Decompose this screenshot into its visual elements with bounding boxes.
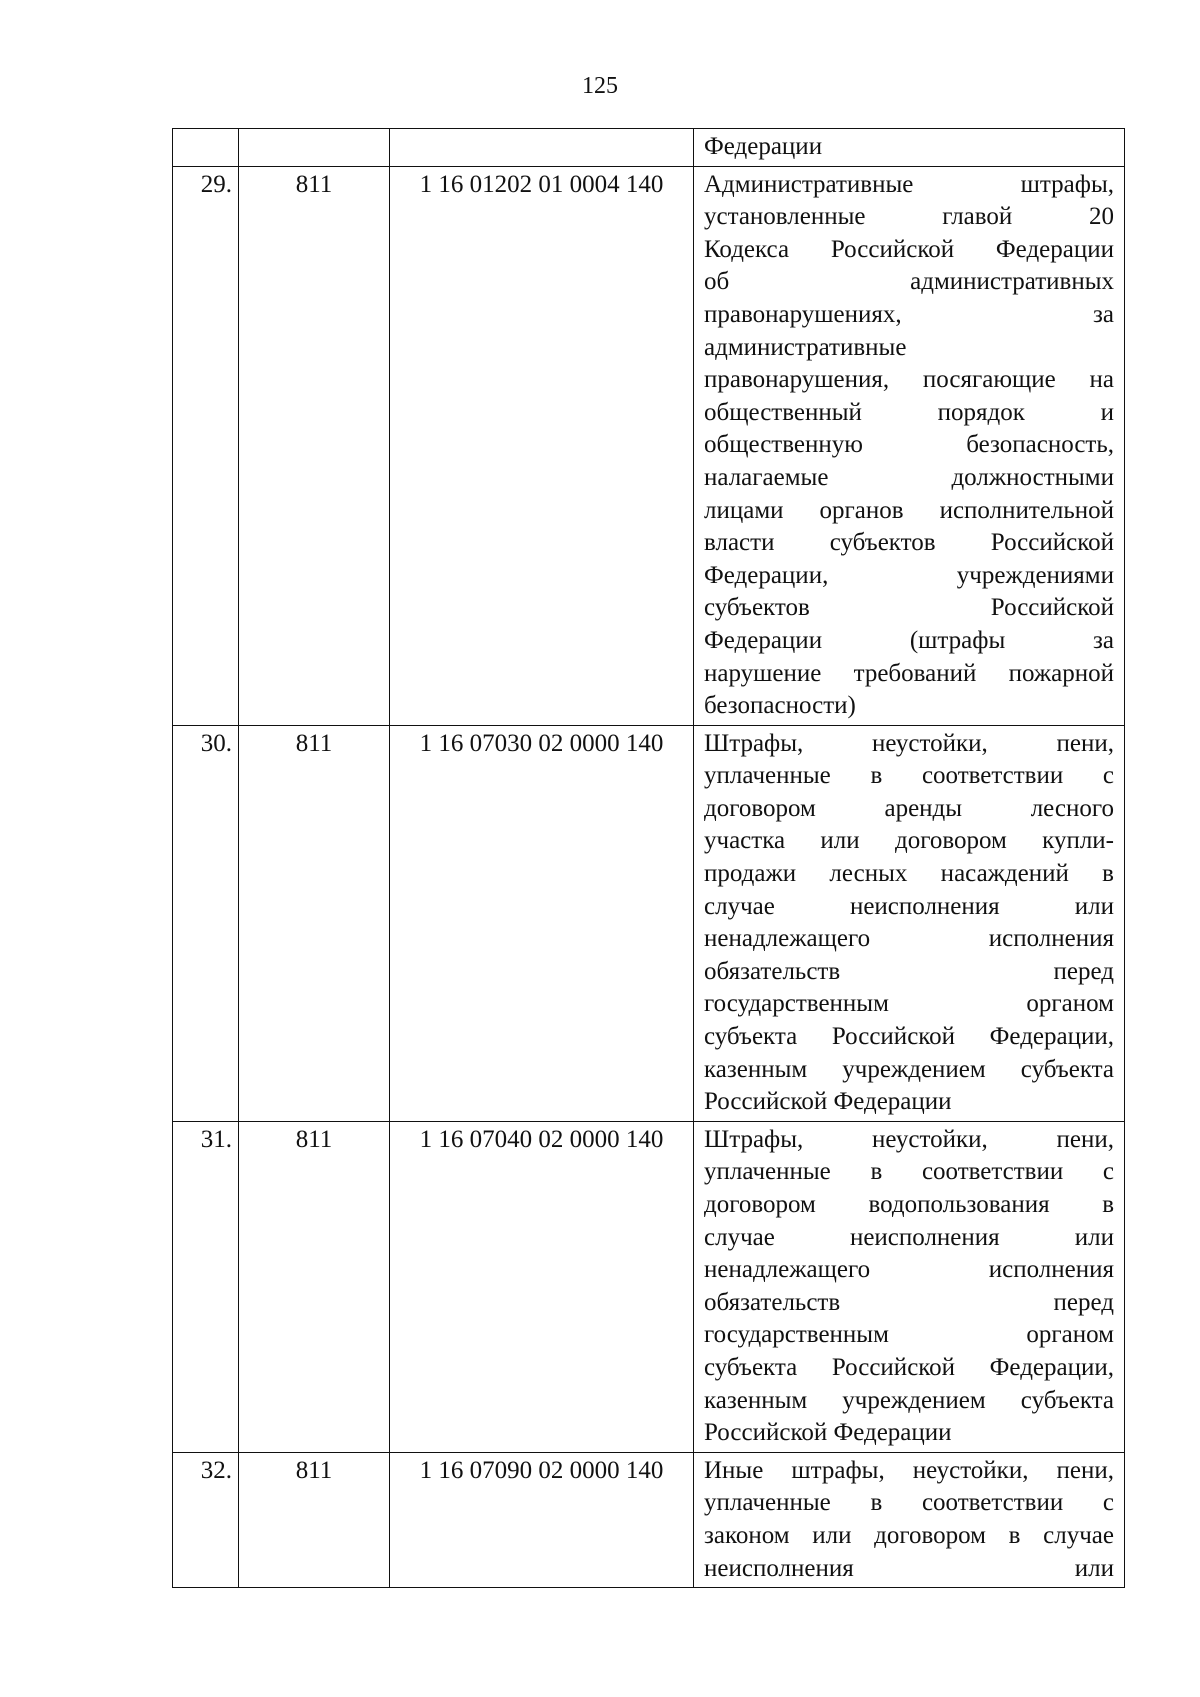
description-line: Штрафы, неустойки, пени,	[704, 1125, 1114, 1153]
description-line: обязательств перед	[704, 1288, 1114, 1316]
description-line: Федерации (штрафы за	[704, 626, 1114, 654]
description-cell	[694, 725, 1125, 1121]
table-row-continuation	[173, 129, 1125, 167]
kbk-code-cell	[390, 129, 694, 167]
description-line: казенным учреждением субъекта	[704, 1386, 1114, 1414]
description-line: Российской Федерации	[704, 1419, 952, 1447]
description-line: продажи лесных насаждений в	[704, 860, 1114, 888]
description-line: случае неисполнения или	[704, 892, 1114, 920]
kbk-code-cell: 1 16 07040 02 0000 140	[390, 1121, 694, 1452]
description-line: административные	[704, 333, 907, 361]
description-line: государственным органом	[704, 1321, 1114, 1349]
description-line: Штрафы, неустойки, пени,	[704, 729, 1114, 757]
table-row	[173, 166, 1125, 725]
description-line: Федерации, учреждениями	[704, 561, 1114, 589]
description-line: установленные главой 20	[704, 203, 1114, 231]
kbk-code-cell: 1 16 07090 02 0000 140	[390, 1452, 694, 1587]
description-line: Российской Федерации	[704, 1088, 952, 1116]
row-number-cell: 31.	[173, 1121, 239, 1452]
description-cell	[694, 1121, 1125, 1452]
description-line: налагаемые должностными	[704, 463, 1114, 491]
description-cell	[694, 1452, 1125, 1587]
row-number-cell	[173, 129, 239, 167]
description-line: субъекта Российской Федерации,	[704, 1353, 1114, 1381]
kbk-code-cell: 1 16 01202 01 0004 140	[390, 166, 694, 725]
row-number-cell: 32.	[173, 1452, 239, 1587]
description-line: правонарушениях, за	[704, 300, 1114, 328]
description-line: лицами органов исполнительной	[704, 496, 1114, 524]
table-row	[173, 1121, 1125, 1452]
description-line: правонарушения, посягающие на	[704, 366, 1114, 394]
description-line: общественную безопасность,	[704, 431, 1114, 459]
description-line: обязательств перед	[704, 957, 1114, 985]
description-line: государственным органом	[704, 990, 1114, 1018]
description-line: договором аренды лесного	[704, 794, 1114, 822]
description-line: Административные штрафы,	[704, 170, 1114, 198]
description-line: законом или договором в случае	[704, 1521, 1114, 1549]
description-line: участка или договором купли-	[704, 827, 1114, 855]
description-line: безопасности)	[704, 692, 856, 720]
description-line: Иные штрафы, неустойки, пени,	[704, 1456, 1114, 1484]
table-row	[173, 1452, 1125, 1587]
description-cell	[694, 129, 1125, 167]
admin-code-cell: 811	[239, 1452, 390, 1587]
description-line: уплаченные в соответствии с	[704, 1158, 1114, 1186]
description-line: Кодекса Российской Федерации	[704, 235, 1114, 263]
description-line: субъектов Российской	[704, 594, 1114, 622]
description-line: случае неисполнения или	[704, 1223, 1114, 1251]
admin-code-cell	[239, 129, 390, 167]
row-number-cell: 29.	[173, 166, 239, 725]
description-line: нарушение требований пожарной	[704, 659, 1114, 687]
table-body	[173, 129, 1125, 1588]
description-line: власти субъектов Российской	[704, 529, 1114, 557]
description-line: неисполнения или	[704, 1554, 1114, 1582]
admin-code-cell: 811	[239, 1121, 390, 1452]
description-line: об административных	[704, 268, 1114, 296]
description-line: ненадлежащего исполнения	[704, 925, 1114, 953]
admin-code-cell: 811	[239, 166, 390, 725]
description-line: договором водопользования в	[704, 1191, 1114, 1218]
description-line: Федерации	[704, 133, 823, 160]
description-line: казенным учреждением субъекта	[704, 1055, 1114, 1083]
kbk-code-cell: 1 16 07030 02 0000 140	[390, 725, 694, 1121]
description-line: общественный порядок и	[704, 398, 1114, 426]
description-cell	[694, 166, 1125, 725]
description-line: уплаченные в соответствии с	[704, 1489, 1114, 1517]
description-line: уплаченные в соответствии с	[704, 762, 1114, 790]
row-number-cell: 30.	[173, 725, 239, 1121]
table-row	[173, 725, 1125, 1121]
description-line: ненадлежащего исполнения	[704, 1256, 1114, 1284]
admin-code-cell: 811	[239, 725, 390, 1121]
page-number: 125	[582, 73, 618, 99]
budget-codes-table	[172, 128, 1125, 1588]
description-line: субъекта Российской Федерации,	[704, 1023, 1114, 1051]
